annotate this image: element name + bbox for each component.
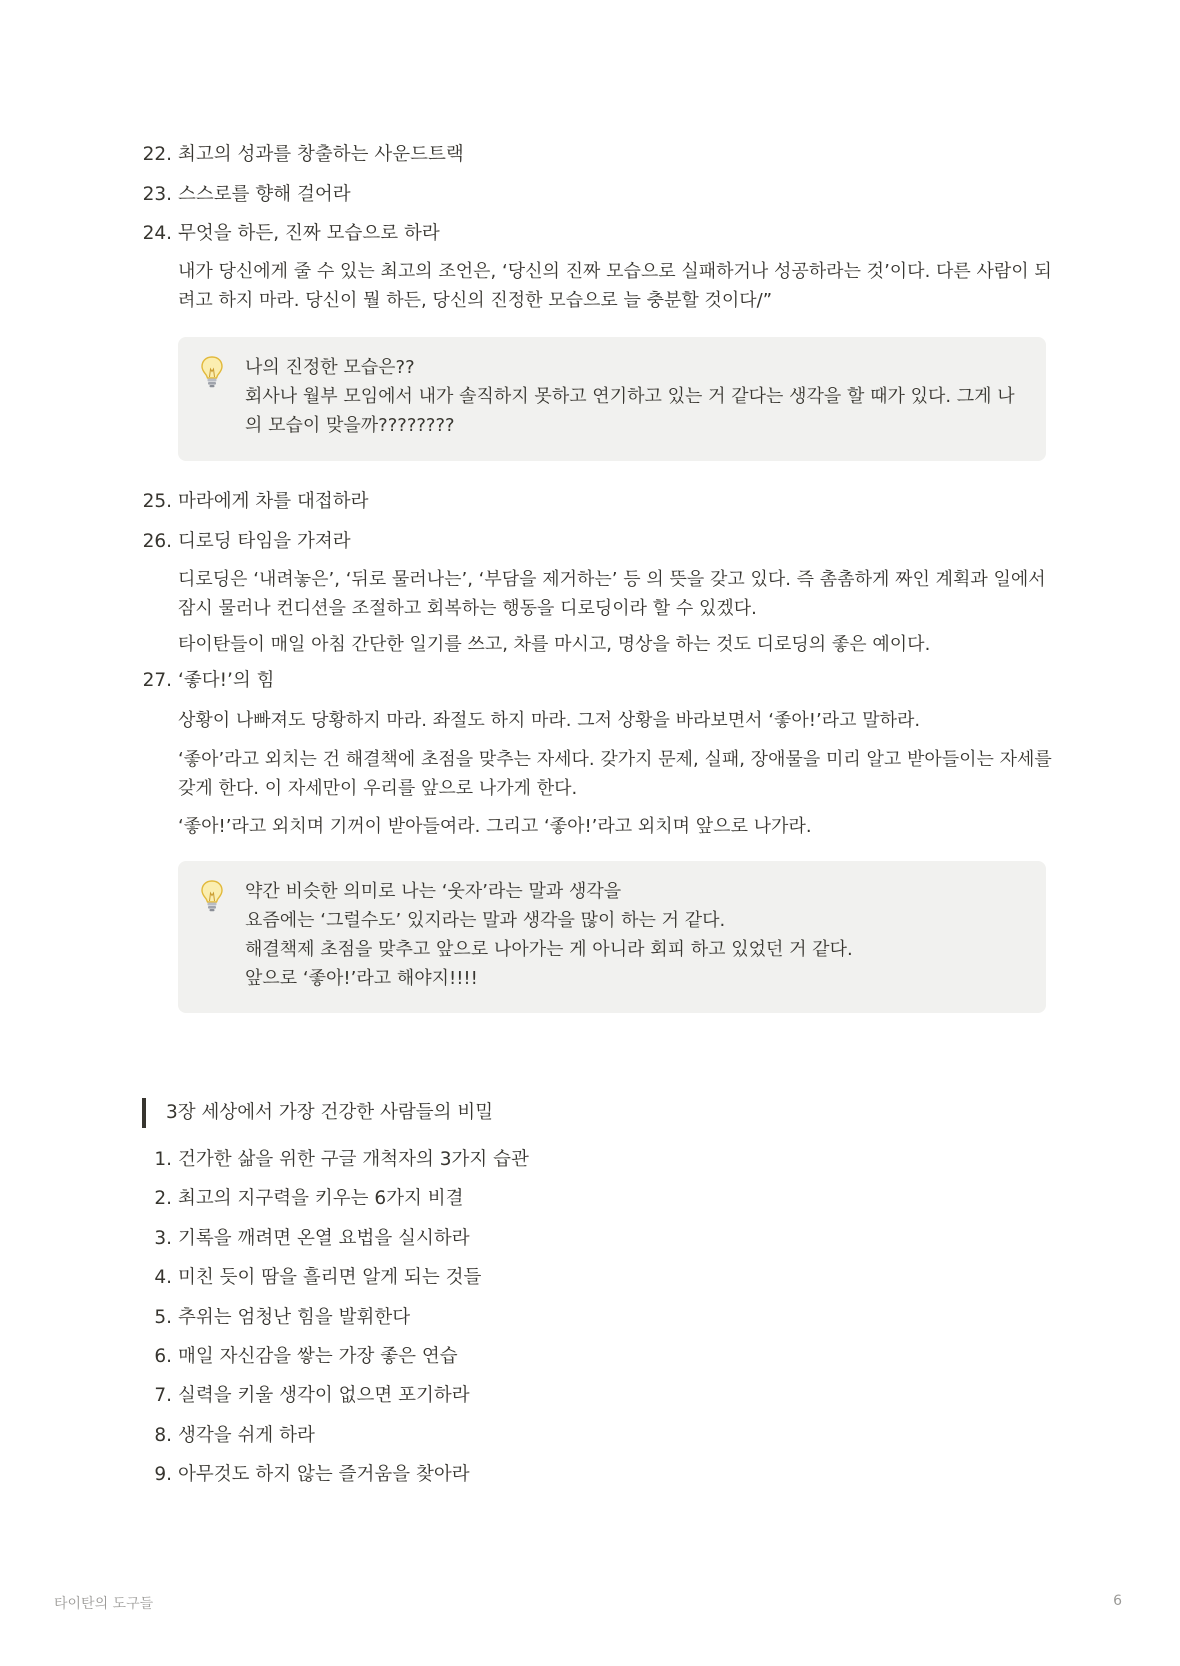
list-item — [142, 529, 351, 555]
lightbulb-icon — [200, 879, 224, 913]
list-text: 생각을 쉬게 하라 — [178, 1425, 315, 1446]
list-item — [142, 489, 369, 515]
list-number: 24. — [142, 223, 172, 244]
list-number: 8. — [154, 1425, 172, 1446]
list-text: 최고의 지구력을 키우는 6가지 비결 — [178, 1188, 464, 1209]
list-text: 아무것도 하지 않는 즐거움을 찾아라 — [178, 1464, 470, 1485]
paragraph: 타이탄들이 매일 아침 간단한 일기를 쓰고, 차를 마시고, 명상을 하는 것도 디로딩의 좋은 예이다. — [178, 634, 931, 655]
list-number: 3. — [154, 1228, 172, 1249]
list-item — [142, 182, 351, 208]
list-text: 무엇을 하든, 진짜 모습으로 하라 — [178, 223, 440, 244]
list-number: 1. — [154, 1149, 172, 1170]
callout-box — [178, 337, 1046, 461]
callout-line: 나의 진정한 모습은?? — [245, 357, 415, 378]
list-item — [142, 221, 440, 247]
callout-line: 회사나 월부 모임에서 내가 솔직하지 못하고 연기하고 있는 거 같다는 생각을 할 때가 있다. 그게 나 — [245, 386, 1015, 407]
page-number: 6 — [1113, 1593, 1122, 1609]
callout-line: 해결책제 초점을 맞추고 앞으로 나아가는 게 아니라 회피 하고 있었던 거 같다. — [245, 939, 853, 960]
paragraph: 디로딩은 ‘내려놓은’, ‘뒤로 물러나는’, ‘부담을 제거하는’ 등 의 뜻을 갖고 있다. 즉 촘촘하게 짜인 계획과 일에서 잠시 물러나 컨디션을 조절하고 회복하는 행동을 디로딩이라 할 수 있겠다. — [178, 569, 1046, 619]
paragraph: ‘좋아’라고 외치는 건 해결책에 초점을 맞추는 자세다. 갖가지 문제, 실패, 장애물을 미리 알고 받아들이는 자세를 갖게 한다. 이 자세만이 우리를 앞으로 나가게 한다. — [178, 749, 1052, 799]
paragraph: 상황이 나빠져도 당황하지 마라. 좌절도 하지 마라. 그저 상황을 바라보면서 ‘좋아!’라고 말하라. — [178, 710, 921, 731]
list-number: 25. — [142, 491, 172, 512]
list-text: 스스로를 향해 걸어라 — [178, 184, 351, 205]
list-item — [154, 1305, 411, 1331]
list-text: 디로딩 타임을 가져라 — [178, 531, 351, 552]
list-item — [154, 1383, 470, 1409]
list-number: 2. — [154, 1188, 172, 1209]
list-number: 27. — [142, 670, 172, 691]
list-text: 추위는 엄청난 힘을 발휘한다 — [178, 1307, 411, 1328]
callout-box — [178, 861, 1046, 1013]
list-text: 건가한 삶을 위한 구글 개척자의 3가지 습관 — [178, 1149, 529, 1170]
list-number: 6. — [154, 1346, 172, 1367]
paragraph: ‘좋아!’라고 외치며 기꺼이 받아들여라. 그리고 ‘좋아!’라고 외치며 앞으로 나가라. — [178, 816, 812, 837]
callout-line: 요즘에는 ‘그럴수도’ 있지라는 말과 생각을 많이 하는 거 같다. — [245, 910, 726, 931]
list-text: 매일 자신감을 쌓는 가장 좋은 연습 — [178, 1346, 458, 1367]
callout-line: 약간 비슷한 의미로 나는 ‘웃자’라는 말과 생각을 — [245, 881, 622, 902]
list-number: 4. — [154, 1267, 172, 1288]
list-number: 23. — [142, 184, 172, 205]
chapter-heading: 3장 세상에서 가장 건강한 사람들의 비밀 — [166, 1102, 494, 1123]
list-item — [154, 1226, 470, 1252]
list-text: 최고의 성과를 창출하는 사운드트랙 — [178, 144, 464, 165]
quote-bar — [142, 1098, 146, 1128]
list-text: 미친 듯이 땀을 흘리면 알게 되는 것들 — [178, 1267, 482, 1288]
list-item — [142, 142, 464, 168]
list-number: 26. — [142, 531, 172, 552]
list-item — [154, 1344, 458, 1370]
list-item — [154, 1265, 482, 1291]
list-text: ‘좋다!’의 힘 — [178, 670, 275, 691]
list-item — [154, 1186, 464, 1212]
list-number: 5. — [154, 1307, 172, 1328]
footer-title: 타이탄의 도구들 — [54, 1596, 154, 1612]
list-item — [154, 1423, 315, 1449]
list-text: 기록을 깨려면 온열 요법을 실시하라 — [178, 1228, 470, 1249]
list-text: 마라에게 차를 대접하라 — [178, 491, 369, 512]
lightbulb-icon — [200, 355, 224, 389]
list-number: 9. — [154, 1464, 172, 1485]
list-item — [142, 668, 275, 694]
list-item — [154, 1462, 470, 1488]
callout-line: 앞으로 ‘좋아!’라고 해야지!!!! — [245, 968, 478, 989]
list-text: 실력을 키울 생각이 없으면 포기하라 — [178, 1385, 470, 1406]
list-item — [154, 1147, 529, 1173]
list-number: 22. — [142, 144, 172, 165]
list-number: 7. — [154, 1385, 172, 1406]
callout-line: 의 모습이 맞을까???????? — [245, 415, 455, 436]
paragraph: 내가 당신에게 줄 수 있는 최고의 조언은, ‘당신의 진짜 모습으로 실패하거나 성공하라는 것’이다. 다른 사람이 되려고 하지 마라. 당신이 뭘 하든, 당신의 진정한 모습으로 늘 충분할 것이다/” — [178, 261, 1052, 311]
